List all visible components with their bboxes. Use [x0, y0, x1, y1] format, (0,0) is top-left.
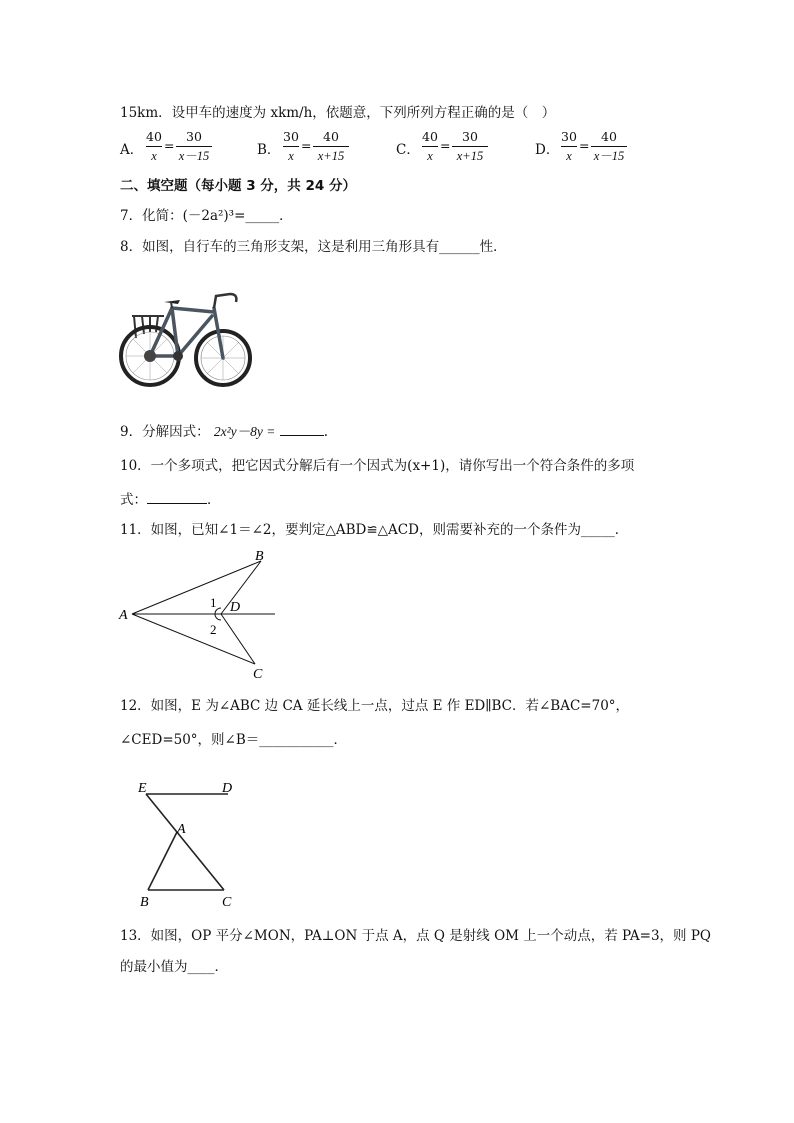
option-label: A． [120, 142, 144, 158]
q6-option-a[interactable]: A． 40 x = 30 x－15 [120, 128, 260, 168]
option-label: C． [396, 142, 420, 158]
label-c: C [222, 895, 232, 910]
label-e: E [138, 781, 147, 796]
label-c: C [253, 667, 263, 682]
option-label: D． [535, 142, 560, 158]
q9-text: 9．分解因式： 2x²y－8y = . [120, 421, 328, 442]
q6-option-c[interactable]: C． 40 x = 30 x+15 [396, 128, 536, 168]
q10-line1: 10．一个多项式，把它因式分解后有一个因式为(x+1)，请你写出一个符合条件的多项 [120, 458, 635, 474]
label-a: A [119, 608, 128, 623]
label-a: A [177, 822, 186, 837]
q6-stem: 15km．设甲车的速度为 xkm/h，依题意，下列所列方程正确的是（ ） [120, 105, 556, 121]
figure-11 [115, 545, 285, 685]
option-right-fraction: 40 x+15 [313, 128, 349, 165]
option-left-fraction: 40 x [146, 129, 162, 163]
bicycle-image [118, 272, 254, 390]
option-left-fraction: 40 x [422, 129, 438, 163]
figure-12 [130, 770, 250, 910]
q10-line2: 式： ． [120, 489, 221, 510]
q13-line1: 13．如图，OP 平分∠MON，PA⊥ON 于点 A，点 Q 是射线 OM 上一个动点，若 PA=3，则 PQ [120, 928, 711, 944]
answer-blank[interactable] [280, 421, 324, 436]
option-right-fraction: 40 x－15 [591, 128, 627, 165]
q11-text: 11．如图，已知∠1＝∠2，要判定△ABD≌△ACD，则需要补充的一个条件为_____． [120, 522, 629, 538]
option-right-fraction: 30 x+15 [452, 128, 488, 165]
q13-line2: 的最小值为____． [120, 959, 228, 975]
q12-line1: 12．如图，E 为∠ABC 边 CA 延长线上一点，过点 E 作 ED∥BC．若∠BAC=70°， [120, 698, 630, 714]
q12-line2: ∠CED=50°，则∠B＝___________． [120, 732, 348, 748]
option-left-fraction: 30 x [283, 129, 299, 163]
label-d: D [230, 600, 241, 615]
option-label: B． [257, 142, 281, 158]
q7-text: 7．化简：(－2a²)³=_____． [120, 208, 293, 224]
q6-option-d[interactable]: D． 30 x = 40 x－15 [535, 128, 675, 168]
angle-1-label: 1 [210, 595, 217, 610]
label-d: D [222, 781, 233, 796]
q6-option-b[interactable]: B． 30 x = 40 x+15 [257, 128, 397, 168]
angle-2-label: 2 [210, 622, 217, 637]
q9-expression: 2x²y－8y = [213, 424, 276, 439]
option-left-fraction: 30 x [561, 129, 577, 163]
q8-text: 8．如图，自行车的三角形支架，这是利用三角形具有______性． [120, 239, 507, 255]
option-right-fraction: 30 x－15 [176, 128, 212, 165]
label-b: B [255, 549, 264, 564]
label-b: B [140, 895, 149, 910]
answer-blank[interactable] [147, 489, 207, 504]
section-heading: 二、填空题（每小题 3 分，共 24 分） [120, 178, 356, 194]
